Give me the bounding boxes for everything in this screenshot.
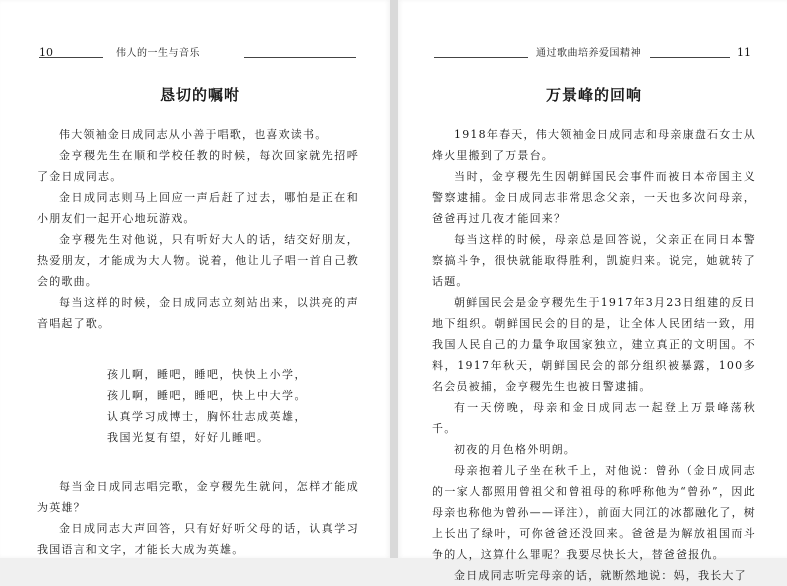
header-rule (244, 57, 356, 58)
paragraph: 每当这样的时候，母亲总是回答说，父亲正在同日本警察搞斗争，很快就能取得胜利，凯旋归来。说完，她就转了话题。 (432, 233, 756, 288)
right-page (398, 0, 787, 582)
paragraph: 每当这样的时候，金日成同志立刻站出来，以洪亮的声音唱起了歌。 (37, 296, 359, 330)
page-number: 11 (737, 46, 751, 59)
paragraph: 金日成同志听完母亲的话，就断然地说：妈，我长大了 (454, 569, 747, 582)
page-number: 10 (39, 46, 53, 59)
paragraph: 有一天傍晚，母亲和金日成同志一起登上万景峰荡秋千。 (432, 401, 756, 435)
song-lyrics (107, 364, 359, 448)
paragraph: 当时，金亨稷先生因朝鲜国民会事件而被日本帝国主义警察逮捕。金日成同志非常思念父亲，一天也多次问母亲，爸爸再过几夜才能回来？ (432, 170, 756, 225)
paragraph: 朝鲜国民会是金亨稷先生于1917年3月23日组建的反日地下组织。朝鲜国民会的目的是，让全体人民团结一致，用我国人民自己的力量争取国家独立，建立真正的文明国。不料，1917年秋天，朝鲜国民会的部分组织被暴露，100多名会员被捕，金亨稷先生也被日警逮捕。 (432, 296, 756, 393)
running-title: 通过歌曲培养爱国精神 (536, 48, 641, 59)
chapter-title: 万景峰的回响 (546, 86, 643, 104)
book-gutter (390, 0, 398, 558)
lyric-line: 我国光复有望，好好儿睡吧。 (107, 431, 270, 444)
paragraph: 金亨稷先生对他说，只有听好大人的话，结交好朋友，热爱朋友，才能成为大人物。说着，他让儿子唱一首自己教会的歌曲。 (37, 233, 359, 288)
lyric-line: 孩儿啊，睡吧，睡吧，快快上小学， (107, 368, 307, 381)
chapter-title: 恳切的嘱咐 (160, 86, 241, 104)
left-page (0, 0, 390, 558)
paragraph: 每当金日成同志唱完歌，金亨稷先生就问，怎样才能成为英雄？ (37, 480, 359, 514)
lyric-line: 孩儿啊，睡吧，睡吧，快上中大学。 (107, 389, 307, 402)
lyric-line: 认真学习成博士，胸怀壮志成英雄， (107, 410, 307, 423)
header-rule (39, 57, 103, 58)
paragraph: 1918年春天，伟大领袖金日成同志和母亲康盘石女士从烽火里搬到了万景台。 (432, 128, 756, 162)
header-rule (650, 57, 730, 58)
paragraph: 金日成同志大声回答，只有好好听父母的话，认真学习我国语言和文字，才能长大成为英雄。 (37, 522, 359, 556)
body-text (432, 124, 756, 586)
paragraph: 金日成同志则马上回应一声后赶了过去，哪怕是正在和小朋友们一起开心地玩游戏。 (37, 191, 359, 225)
paragraph: 伟大领袖金日成同志从小善于唱歌，也喜欢读书。 (59, 128, 328, 141)
paragraph: 初夜的月色格外明朗。 (454, 443, 576, 456)
header-rule (434, 57, 528, 58)
body-text (37, 124, 359, 560)
running-title: 伟人的一生与音乐 (116, 48, 200, 59)
paragraph: 母亲抱着儿子坐在秋千上，对他说：曾孙（金日成同志的一家人都照用曾祖父和曾祖母的称呼称他为“曾孙”，因此母亲也称他为曾孙——译注），前面大同江的冰都融化了，树上长出了绿叶，可你爸爸还没回来。爸爸是为解放祖国而斗争的人，这算什么罪呢？我要尽快长大，替爸爸报仇。 (432, 464, 756, 561)
paragraph: 金亨稷先生在顺和学校任教的时候，每次回家就先招呼了金日成同志。 (37, 149, 359, 183)
